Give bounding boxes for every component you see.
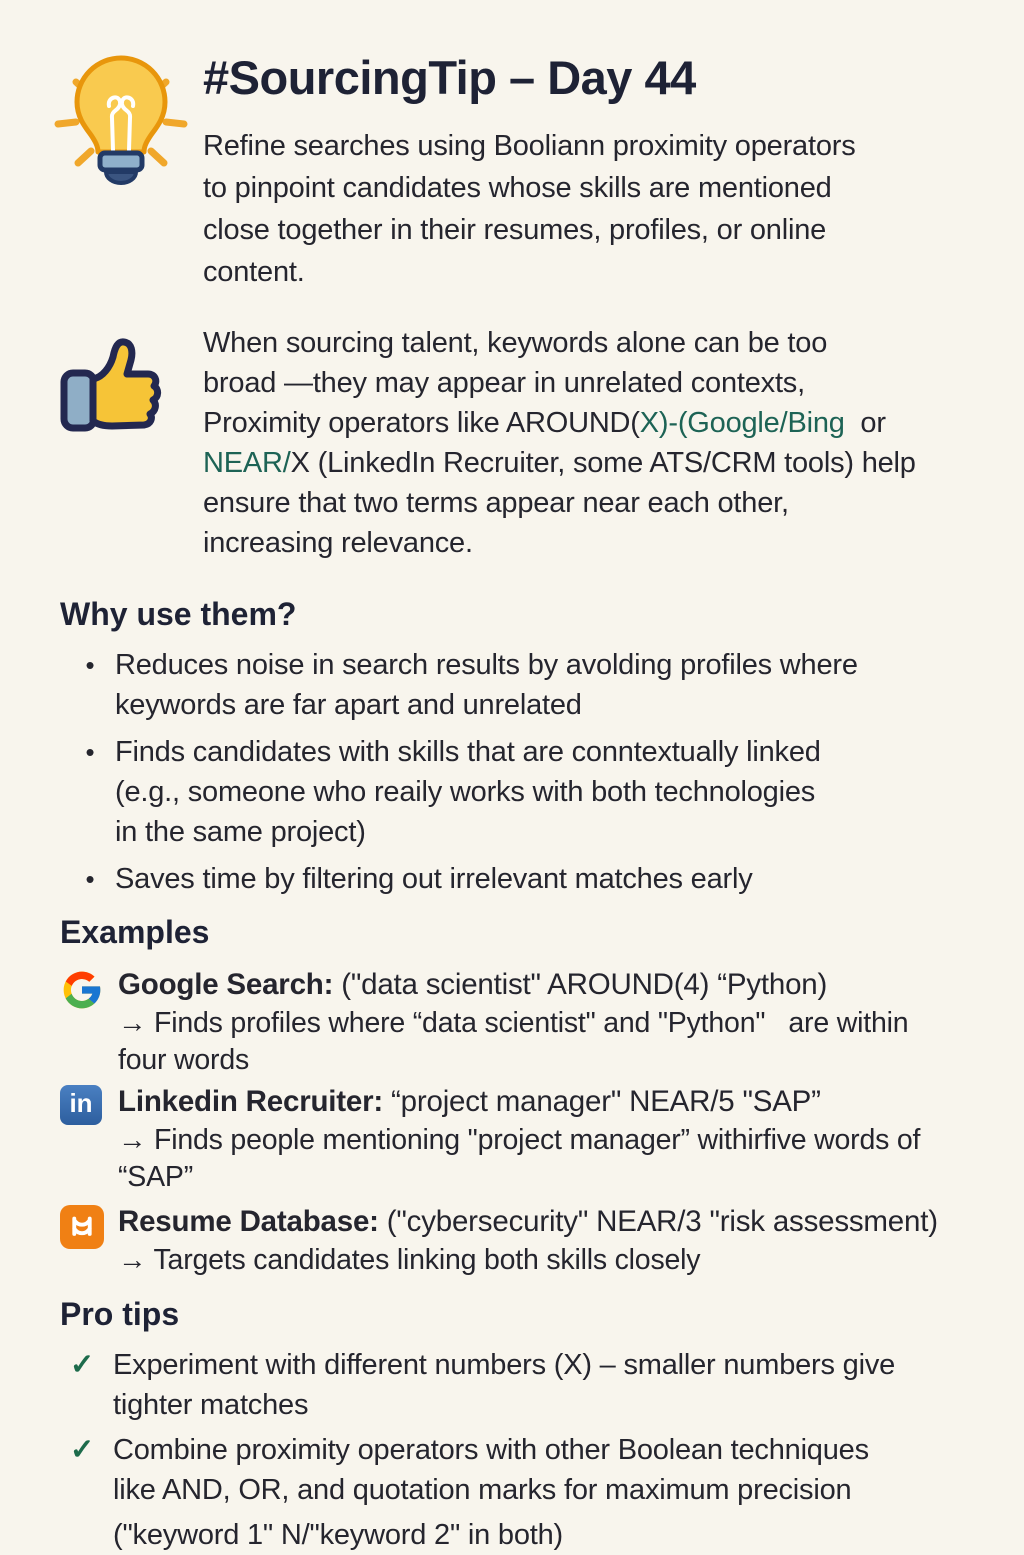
bullet-icon: • (85, 863, 95, 894)
why-list (60, 645, 986, 899)
example-row-resume (60, 1202, 986, 1279)
check-icon: ✓ (70, 1433, 95, 1466)
paragraph-line: to pinpoint candidates whose skills are mentioned (203, 171, 832, 204)
protip-item (70, 1345, 986, 1425)
operator-highlight: NEAR/ (203, 446, 291, 479)
examples-section (60, 913, 986, 1279)
example-label: Linkedin Recruiter: (118, 1084, 384, 1118)
protip-text: Experiment with different numbers (X) – smaller numbers give tighter matches (113, 1348, 896, 1421)
example-query: ("cybersecurity" NEAR/3 "risk assessment) (378, 1204, 938, 1238)
clipped-text-line: ("keyword 1" N/"keyword 2" in both) (113, 1518, 564, 1551)
list-item-text: Reduces noise in search results by avolding profiles where keywords are far apart and unrelated (115, 648, 858, 721)
proximity-icon-column (60, 323, 203, 563)
page-title: #SourcingTip – Day 44 (203, 51, 696, 104)
protips-section (60, 1295, 986, 1551)
example-subline: “SAP” (118, 1160, 194, 1193)
paragraph-line: close together in their resumes, profiles, or online (203, 213, 827, 246)
example-subline: four words (118, 1043, 250, 1076)
why-section (60, 595, 986, 899)
paragraph-line: Proximity operators like AROUND(X)-(Google/Bing or (203, 406, 886, 439)
paragraph-line: When sourcing talent, keywords alone can be too (203, 326, 828, 359)
example-label: Google Search: (118, 967, 334, 1001)
google-icon (60, 965, 118, 1079)
paragraph-line: Refine searches using Booliann proximity operators (203, 129, 856, 162)
example-row-linkedin (60, 1082, 986, 1196)
operator-highlight: X)-(Google/Bing (639, 406, 845, 439)
protip-item (70, 1430, 986, 1510)
proximity-section (60, 323, 986, 563)
section-heading-protips: Pro tips (60, 1295, 180, 1332)
example-query: ("data scientist" AROUND(4) “Python) (333, 967, 828, 1001)
example-label: Resume Database: (118, 1204, 379, 1238)
example-body (118, 1202, 938, 1279)
example-query-line (118, 965, 908, 1005)
resume-badge (60, 1205, 104, 1249)
bullet-icon: • (85, 649, 95, 680)
paragraph-line: ensure that two terms appear near each other, (203, 486, 789, 519)
bullet-icon: • (85, 736, 95, 767)
protips-list (60, 1345, 986, 1510)
list-item (82, 645, 986, 725)
header-section (60, 46, 986, 293)
proximity-paragraph (203, 323, 916, 563)
header-content (203, 46, 856, 293)
linkedin-icon (60, 1082, 118, 1196)
section-heading-why: Why use them? (60, 595, 297, 632)
example-body (118, 965, 908, 1079)
linkedin-badge: in (60, 1085, 102, 1125)
check-icon: ✓ (70, 1348, 95, 1381)
paragraph-line: NEAR/X (LinkedIn Recruiter, some ATS/CRM tools) help (203, 446, 916, 479)
paragraph-line: broad —they may appear in unrelated contexts, (203, 366, 805, 399)
example-subline: → Finds profiles where “data scientist" and "Python" are within (118, 1006, 909, 1039)
example-query: “project manager" NEAR/5 "SAP” (383, 1084, 821, 1118)
example-subline: → Targets candidates linking both skills closely (118, 1243, 701, 1276)
paragraph-line: increasing relevance. (203, 526, 473, 559)
list-item (82, 859, 986, 899)
header-icon-column (60, 46, 203, 293)
example-query-line (118, 1202, 938, 1242)
example-query-line (118, 1082, 920, 1122)
resume-database-icon (60, 1202, 118, 1279)
lightbulb-icon (46, 44, 196, 184)
thumbs-up-icon (58, 331, 168, 446)
list-item (82, 732, 986, 852)
example-result (118, 1005, 908, 1079)
google-g-glyph (60, 968, 104, 1012)
example-body (118, 1082, 920, 1196)
example-result (118, 1242, 938, 1279)
paragraph-line: content. (203, 255, 305, 288)
example-row-google (60, 965, 986, 1079)
section-heading-examples: Examples (60, 913, 210, 950)
list-item-text: Saves time by filtering out irrelevant matches early (115, 862, 753, 895)
example-subline: → Finds people mentioning "project manager” withirfive words of (118, 1123, 921, 1156)
list-item-text: Finds candidates with skills that are conntextually linked (e.g., someone who reaily works with both technologies in the same project) (115, 735, 821, 848)
resume-glyph (65, 1210, 99, 1244)
intro-paragraph (203, 125, 856, 293)
example-result (118, 1122, 920, 1196)
protip-text: Combine proximity operators with other Boolean techniques like AND, OR, and quotation marks for maximum precision (113, 1433, 869, 1506)
